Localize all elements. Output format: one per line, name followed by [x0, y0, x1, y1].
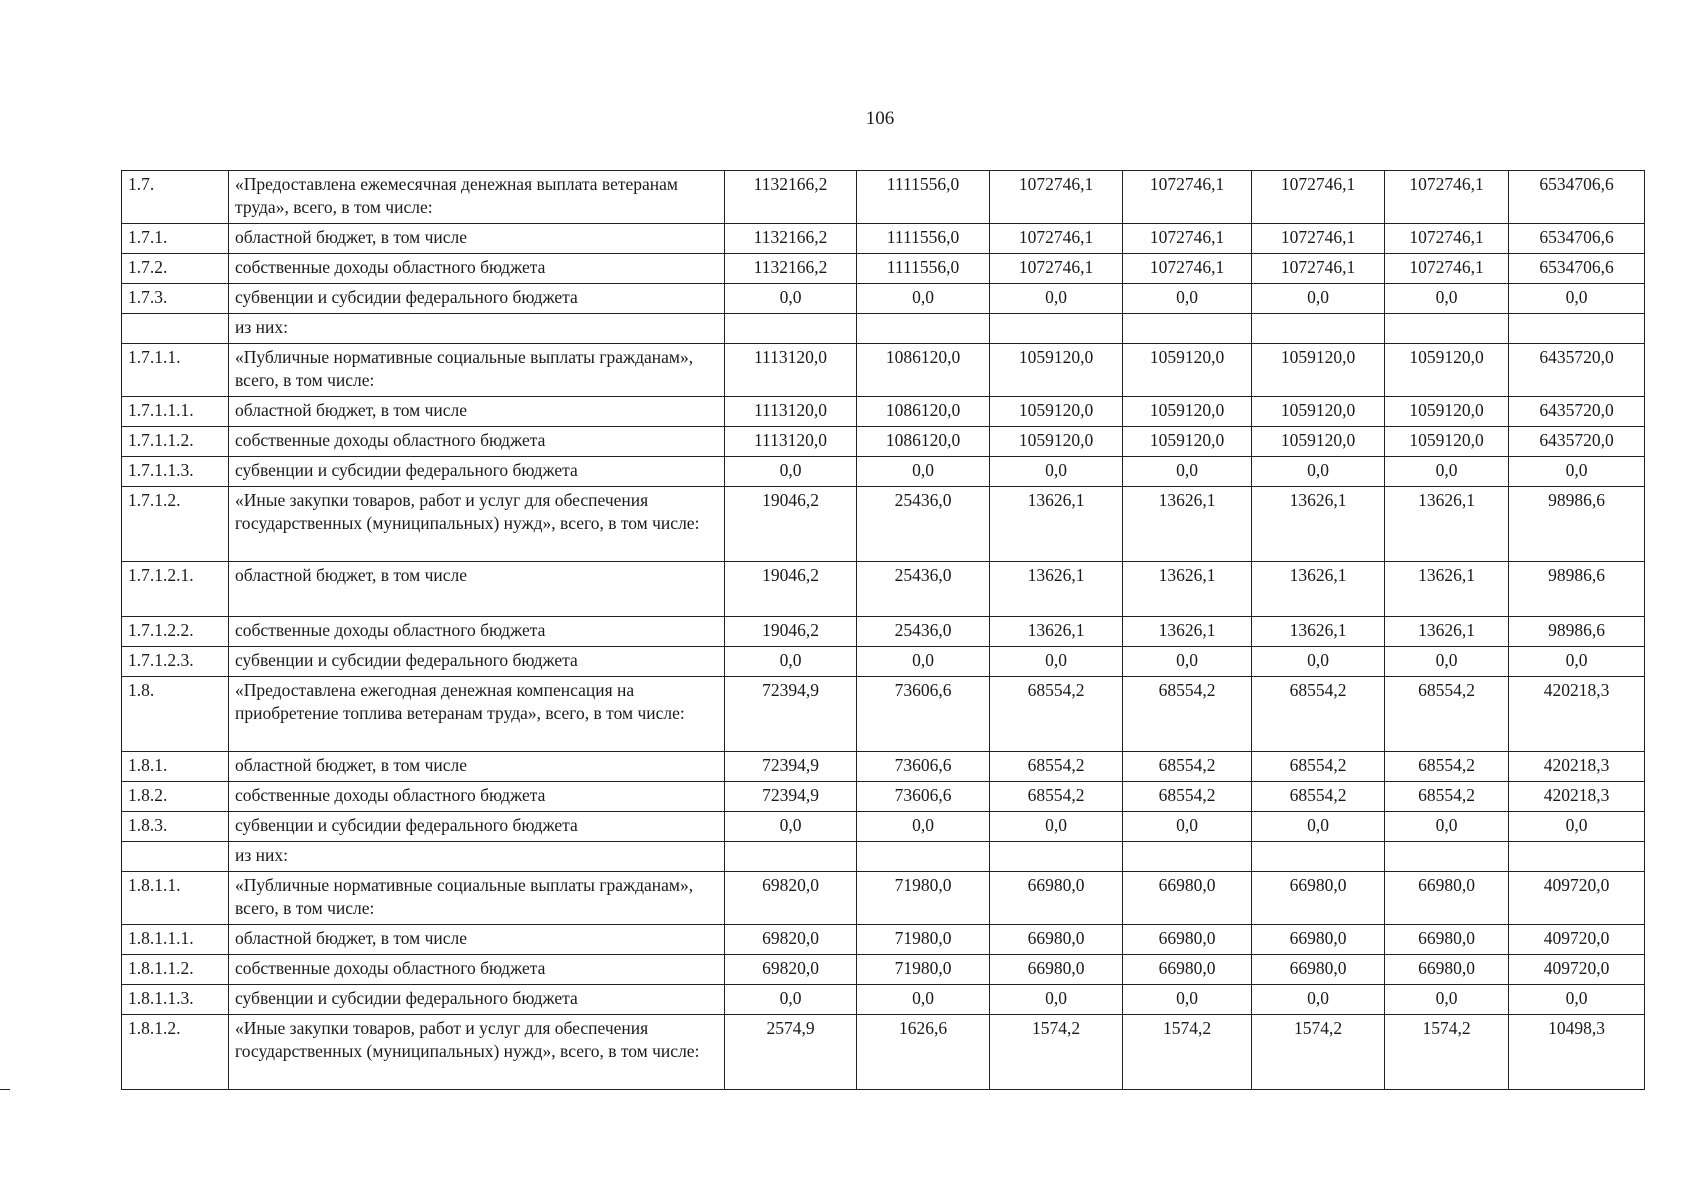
row-value-cell: 66980,0 — [1252, 955, 1385, 985]
row-value-cell: 68554,2 — [1385, 752, 1509, 782]
margin-mark — [0, 1089, 10, 1090]
row-value-cell: 6534706,6 — [1509, 224, 1645, 254]
row-value-cell: 2574,9 — [725, 1015, 857, 1090]
row-value-cell: 66980,0 — [990, 872, 1123, 925]
row-value-cell: 25436,0 — [857, 562, 990, 617]
row-value-cell — [1385, 842, 1509, 872]
row-value-cell: 66980,0 — [1252, 872, 1385, 925]
row-value-cell: 1072746,1 — [1385, 171, 1509, 224]
row-code-cell: 1.7.1. — [122, 224, 229, 254]
row-value-cell: 0,0 — [1123, 812, 1252, 842]
table-row — [122, 677, 1645, 752]
row-name-cell: собственные доходы областного бюджета — [229, 955, 725, 985]
row-value-cell: 1059120,0 — [1385, 427, 1509, 457]
row-value-cell: 1111556,0 — [857, 224, 990, 254]
row-name-cell: областной бюджет, в том числе — [229, 925, 725, 955]
row-value-cell: 1574,2 — [990, 1015, 1123, 1090]
row-name-cell: областной бюджет, в том числе — [229, 752, 725, 782]
row-value-cell: 1574,2 — [1252, 1015, 1385, 1090]
row-value-cell: 68554,2 — [1385, 677, 1509, 752]
table-row — [122, 397, 1645, 427]
row-value-cell: 0,0 — [1385, 284, 1509, 314]
row-value-cell: 68554,2 — [1252, 677, 1385, 752]
row-code-cell: 1.7.1.2.2. — [122, 617, 229, 647]
row-value-cell — [1385, 314, 1509, 344]
row-name-cell: «Иные закупки товаров, работ и услуг для обеспечения государственных (муниципальных) нужд», всего, в том числе: — [229, 487, 725, 562]
row-value-cell: 68554,2 — [990, 752, 1123, 782]
row-value-cell: 0,0 — [725, 284, 857, 314]
row-name-cell: субвенции и субсидии федерального бюджета — [229, 647, 725, 677]
row-value-cell: 1111556,0 — [857, 254, 990, 284]
row-value-cell — [1509, 314, 1645, 344]
row-name-cell: субвенции и субсидии федерального бюджета — [229, 284, 725, 314]
row-value-cell: 6435720,0 — [1509, 427, 1645, 457]
row-value-cell: 1086120,0 — [857, 397, 990, 427]
row-value-cell: 98986,6 — [1509, 487, 1645, 562]
row-name-cell: субвенции и субсидии федерального бюджета — [229, 812, 725, 842]
row-name-cell: собственные доходы областного бюджета — [229, 782, 725, 812]
row-code-cell — [122, 842, 229, 872]
row-value-cell: 1113120,0 — [725, 344, 857, 397]
row-value-cell: 69820,0 — [725, 925, 857, 955]
row-value-cell: 72394,9 — [725, 752, 857, 782]
row-value-cell: 0,0 — [1252, 457, 1385, 487]
row-value-cell: 1132166,2 — [725, 254, 857, 284]
row-value-cell: 1072746,1 — [990, 254, 1123, 284]
row-value-cell: 1059120,0 — [1123, 397, 1252, 427]
table-row — [122, 617, 1645, 647]
table-row — [122, 647, 1645, 677]
row-value-cell: 1059120,0 — [1123, 344, 1252, 397]
row-value-cell: 73606,6 — [857, 782, 990, 812]
row-value-cell: 66980,0 — [1123, 925, 1252, 955]
row-value-cell: 72394,9 — [725, 677, 857, 752]
row-value-cell: 1072746,1 — [990, 224, 1123, 254]
row-value-cell: 0,0 — [1385, 985, 1509, 1015]
row-value-cell — [990, 842, 1123, 872]
row-value-cell: 1072746,1 — [1252, 254, 1385, 284]
row-value-cell: 409720,0 — [1509, 925, 1645, 955]
row-value-cell: 6534706,6 — [1509, 254, 1645, 284]
row-value-cell — [990, 314, 1123, 344]
row-value-cell: 1626,6 — [857, 1015, 990, 1090]
row-value-cell: 13626,1 — [990, 617, 1123, 647]
row-name-cell: областной бюджет, в том числе — [229, 562, 725, 617]
row-value-cell: 66980,0 — [1252, 925, 1385, 955]
row-value-cell: 0,0 — [1509, 284, 1645, 314]
row-value-cell: 13626,1 — [1385, 562, 1509, 617]
row-value-cell: 0,0 — [1123, 647, 1252, 677]
row-value-cell: 6435720,0 — [1509, 344, 1645, 397]
row-value-cell: 0,0 — [990, 985, 1123, 1015]
row-value-cell — [725, 842, 857, 872]
table-row — [122, 457, 1645, 487]
row-value-cell: 1111556,0 — [857, 171, 990, 224]
row-value-cell: 6435720,0 — [1509, 397, 1645, 427]
row-value-cell — [1252, 842, 1385, 872]
row-value-cell: 13626,1 — [990, 487, 1123, 562]
row-code-cell: 1.8.1. — [122, 752, 229, 782]
row-code-cell: 1.7.1.2.1. — [122, 562, 229, 617]
row-value-cell: 1059120,0 — [990, 397, 1123, 427]
row-value-cell: 13626,1 — [1252, 617, 1385, 647]
row-value-cell: 1113120,0 — [725, 397, 857, 427]
table-row — [122, 344, 1645, 397]
row-code-cell: 1.8.1.1. — [122, 872, 229, 925]
row-value-cell: 0,0 — [1385, 457, 1509, 487]
row-code-cell — [122, 314, 229, 344]
row-value-cell: 0,0 — [990, 457, 1123, 487]
table-row — [122, 752, 1645, 782]
row-code-cell: 1.8.1.1.1. — [122, 925, 229, 955]
row-value-cell: 0,0 — [1385, 812, 1509, 842]
row-value-cell: 66980,0 — [1123, 955, 1252, 985]
table-row — [122, 842, 1645, 872]
row-value-cell: 13626,1 — [1252, 487, 1385, 562]
row-value-cell: 19046,2 — [725, 562, 857, 617]
table-row — [122, 562, 1645, 617]
row-name-cell: «Публичные нормативные социальные выплаты гражданам», всего, в том числе: — [229, 344, 725, 397]
row-value-cell: 13626,1 — [990, 562, 1123, 617]
row-name-cell: собственные доходы областного бюджета — [229, 254, 725, 284]
row-value-cell: 66980,0 — [1385, 872, 1509, 925]
row-value-cell: 1072746,1 — [1252, 171, 1385, 224]
row-value-cell — [1252, 314, 1385, 344]
row-value-cell: 19046,2 — [725, 487, 857, 562]
row-name-cell: областной бюджет, в том числе — [229, 397, 725, 427]
row-code-cell: 1.8.1.2. — [122, 1015, 229, 1090]
row-value-cell: 0,0 — [857, 812, 990, 842]
row-value-cell: 71980,0 — [857, 955, 990, 985]
row-code-cell: 1.7.1.1.2. — [122, 427, 229, 457]
row-value-cell: 66980,0 — [990, 955, 1123, 985]
row-value-cell: 0,0 — [1123, 284, 1252, 314]
row-name-cell: из них: — [229, 842, 725, 872]
row-value-cell: 1113120,0 — [725, 427, 857, 457]
row-value-cell: 1072746,1 — [1385, 254, 1509, 284]
row-value-cell: 0,0 — [725, 647, 857, 677]
row-value-cell: 0,0 — [725, 457, 857, 487]
row-value-cell: 0,0 — [857, 457, 990, 487]
row-name-cell: субвенции и субсидии федерального бюджета — [229, 457, 725, 487]
table-row — [122, 812, 1645, 842]
row-value-cell: 71980,0 — [857, 872, 990, 925]
row-code-cell: 1.7.2. — [122, 254, 229, 284]
row-value-cell — [1509, 842, 1645, 872]
row-value-cell — [1123, 842, 1252, 872]
row-value-cell: 409720,0 — [1509, 955, 1645, 985]
row-value-cell: 1574,2 — [1123, 1015, 1252, 1090]
row-value-cell: 13626,1 — [1123, 617, 1252, 647]
row-code-cell: 1.8. — [122, 677, 229, 752]
row-value-cell: 1072746,1 — [1123, 171, 1252, 224]
row-value-cell: 0,0 — [1509, 457, 1645, 487]
row-code-cell: 1.7.1.2. — [122, 487, 229, 562]
row-name-cell: «Предоставлена ежегодная денежная компенсация на приобретение топлива ветеранам труда», всего, в том числе: — [229, 677, 725, 752]
row-value-cell: 0,0 — [725, 812, 857, 842]
table-row — [122, 985, 1645, 1015]
row-value-cell: 1059120,0 — [1385, 397, 1509, 427]
row-value-cell: 0,0 — [1252, 812, 1385, 842]
row-value-cell: 420218,3 — [1509, 782, 1645, 812]
budget-table-body — [122, 171, 1645, 1090]
row-value-cell: 6534706,6 — [1509, 171, 1645, 224]
table-row — [122, 782, 1645, 812]
row-value-cell: 0,0 — [990, 812, 1123, 842]
row-name-cell: субвенции и субсидии федерального бюджета — [229, 985, 725, 1015]
row-value-cell — [725, 314, 857, 344]
row-value-cell: 1072746,1 — [1252, 224, 1385, 254]
row-value-cell: 0,0 — [857, 284, 990, 314]
row-value-cell: 0,0 — [1509, 985, 1645, 1015]
row-value-cell: 1086120,0 — [857, 344, 990, 397]
row-code-cell: 1.7.1.2.3. — [122, 647, 229, 677]
table-row — [122, 254, 1645, 284]
row-value-cell: 68554,2 — [1123, 782, 1252, 812]
row-value-cell: 0,0 — [1252, 985, 1385, 1015]
row-value-cell: 1072746,1 — [1123, 224, 1252, 254]
row-code-cell: 1.8.1.1.2. — [122, 955, 229, 985]
row-value-cell: 0,0 — [1509, 647, 1645, 677]
row-value-cell: 409720,0 — [1509, 872, 1645, 925]
row-value-cell: 13626,1 — [1385, 617, 1509, 647]
row-value-cell: 0,0 — [1509, 812, 1645, 842]
row-value-cell: 19046,2 — [725, 617, 857, 647]
page-number: 106 — [865, 108, 895, 129]
row-value-cell: 1059120,0 — [990, 427, 1123, 457]
row-value-cell: 1086120,0 — [857, 427, 990, 457]
row-value-cell: 1072746,1 — [1123, 254, 1252, 284]
row-value-cell: 13626,1 — [1252, 562, 1385, 617]
row-code-cell: 1.7. — [122, 171, 229, 224]
row-value-cell: 0,0 — [1123, 985, 1252, 1015]
row-value-cell: 13626,1 — [1123, 562, 1252, 617]
row-value-cell: 1059120,0 — [1385, 344, 1509, 397]
row-value-cell: 72394,9 — [725, 782, 857, 812]
row-value-cell: 1132166,2 — [725, 171, 857, 224]
row-name-cell: собственные доходы областного бюджета — [229, 617, 725, 647]
row-value-cell: 98986,6 — [1509, 617, 1645, 647]
table-row — [122, 955, 1645, 985]
row-value-cell: 68554,2 — [1252, 752, 1385, 782]
row-value-cell: 0,0 — [725, 985, 857, 1015]
row-value-cell — [857, 842, 990, 872]
row-value-cell: 0,0 — [1123, 457, 1252, 487]
row-value-cell: 25436,0 — [857, 487, 990, 562]
row-name-cell: «Предоставлена ежемесячная денежная выплата ветеранам труда», всего, в том числе: — [229, 171, 725, 224]
row-value-cell: 68554,2 — [990, 782, 1123, 812]
row-value-cell: 10498,3 — [1509, 1015, 1645, 1090]
row-value-cell: 66980,0 — [1385, 955, 1509, 985]
row-value-cell: 0,0 — [990, 647, 1123, 677]
row-name-cell: «Публичные нормативные социальные выплаты гражданам», всего, в том числе: — [229, 872, 725, 925]
row-value-cell: 66980,0 — [1385, 925, 1509, 955]
table-row — [122, 284, 1645, 314]
row-value-cell: 68554,2 — [990, 677, 1123, 752]
row-value-cell: 1059120,0 — [1123, 427, 1252, 457]
row-value-cell: 13626,1 — [1123, 487, 1252, 562]
row-code-cell: 1.7.1.1.3. — [122, 457, 229, 487]
row-name-cell: собственные доходы областного бюджета — [229, 427, 725, 457]
row-code-cell: 1.8.2. — [122, 782, 229, 812]
row-name-cell: из них: — [229, 314, 725, 344]
row-value-cell: 0,0 — [990, 284, 1123, 314]
row-value-cell: 68554,2 — [1123, 752, 1252, 782]
row-value-cell: 0,0 — [857, 985, 990, 1015]
row-value-cell: 0,0 — [1252, 647, 1385, 677]
row-value-cell: 1059120,0 — [1252, 344, 1385, 397]
row-value-cell: 73606,6 — [857, 677, 990, 752]
table-row — [122, 314, 1645, 344]
row-value-cell: 98986,6 — [1509, 562, 1645, 617]
table-row — [122, 224, 1645, 254]
row-value-cell: 71980,0 — [857, 925, 990, 955]
row-value-cell: 420218,3 — [1509, 677, 1645, 752]
row-value-cell: 73606,6 — [857, 752, 990, 782]
row-value-cell: 1072746,1 — [1385, 224, 1509, 254]
row-code-cell: 1.8.3. — [122, 812, 229, 842]
row-value-cell: 25436,0 — [857, 617, 990, 647]
row-value-cell — [857, 314, 990, 344]
table-row — [122, 171, 1645, 224]
row-value-cell: 0,0 — [1252, 284, 1385, 314]
budget-table — [121, 170, 1645, 1090]
table-row — [122, 872, 1645, 925]
row-value-cell: 69820,0 — [725, 872, 857, 925]
row-value-cell: 0,0 — [857, 647, 990, 677]
row-code-cell: 1.8.1.1.3. — [122, 985, 229, 1015]
row-value-cell — [1123, 314, 1252, 344]
row-value-cell: 13626,1 — [1385, 487, 1509, 562]
row-name-cell: «Иные закупки товаров, работ и услуг для обеспечения государственных (муниципальных) нужд», всего, в том числе: — [229, 1015, 725, 1090]
row-code-cell: 1.7.1.1.1. — [122, 397, 229, 427]
row-value-cell: 66980,0 — [1123, 872, 1252, 925]
row-value-cell: 68554,2 — [1252, 782, 1385, 812]
table-row — [122, 427, 1645, 457]
table-row — [122, 1015, 1645, 1090]
row-value-cell: 1072746,1 — [990, 171, 1123, 224]
row-code-cell: 1.7.3. — [122, 284, 229, 314]
row-value-cell: 1132166,2 — [725, 224, 857, 254]
row-name-cell: областной бюджет, в том числе — [229, 224, 725, 254]
row-value-cell: 0,0 — [1385, 647, 1509, 677]
row-value-cell: 420218,3 — [1509, 752, 1645, 782]
row-value-cell: 66980,0 — [990, 925, 1123, 955]
row-value-cell: 68554,2 — [1123, 677, 1252, 752]
row-value-cell: 1059120,0 — [1252, 397, 1385, 427]
row-value-cell: 68554,2 — [1385, 782, 1509, 812]
row-value-cell: 1059120,0 — [990, 344, 1123, 397]
row-value-cell: 1574,2 — [1385, 1015, 1509, 1090]
row-code-cell: 1.7.1.1. — [122, 344, 229, 397]
table-row — [122, 925, 1645, 955]
table-row — [122, 487, 1645, 562]
row-value-cell: 69820,0 — [725, 955, 857, 985]
row-value-cell: 1059120,0 — [1252, 427, 1385, 457]
